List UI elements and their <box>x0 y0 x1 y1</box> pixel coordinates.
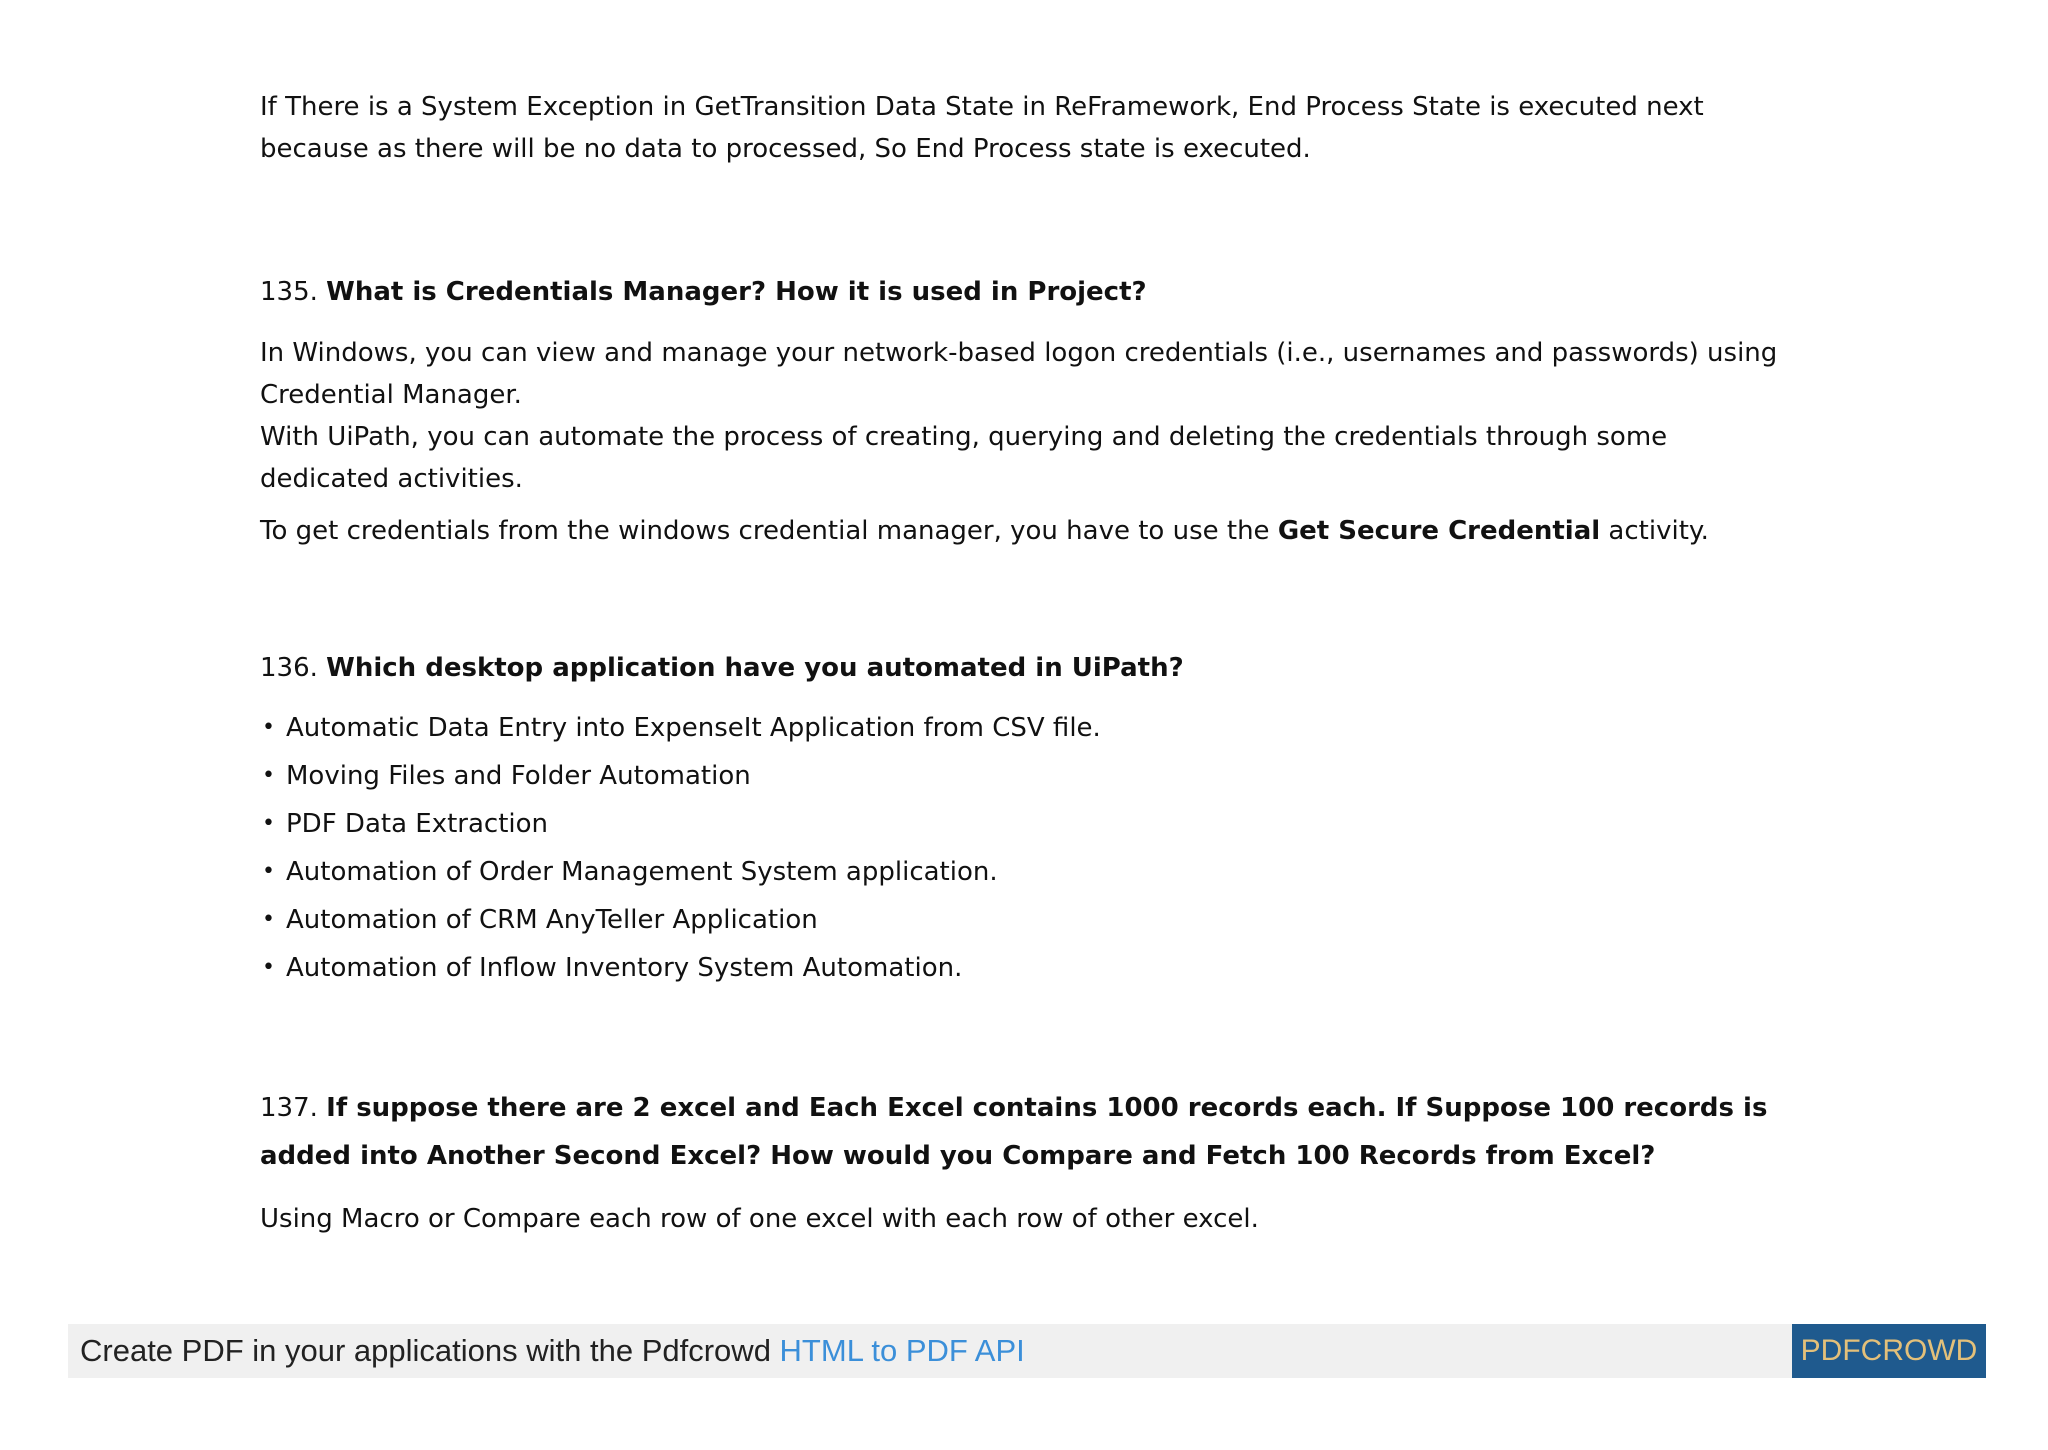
list-item: • Moving Files and Folder Automation <box>260 752 1800 800</box>
document-content <box>260 86 1800 1240</box>
bullet-icon: • <box>262 859 275 884</box>
question-number: 136. <box>260 653 318 683</box>
question-135 <box>260 268 1800 316</box>
bullet-icon: • <box>262 907 275 932</box>
activity-name: Get Secure Credential <box>1277 516 1601 546</box>
intro-paragraph: If There is a System Exception in GetTransition Data State in ReFramework, End Process State is executed next because as there will be no data to processed, So End Process state is executed. <box>260 92 1704 164</box>
html-to-pdf-api-link[interactable]: HTML to PDF API <box>779 1333 1025 1368</box>
bullet-icon: • <box>262 955 275 980</box>
answer-137: Using Macro or Compare each row of one excel with each row of other excel. <box>260 1204 1259 1234</box>
list-item: • PDF Data Extraction <box>260 800 1800 848</box>
question-number: 135. <box>260 277 318 307</box>
bullet-icon: • <box>262 715 275 740</box>
footer-text <box>80 1324 1025 1378</box>
answer-135-line-1: In Windows, you can view and manage your network-based logon credentials (i.e., usernames and passwords) using Credential Manager. <box>260 338 1778 410</box>
question-number: 137. <box>260 1093 318 1123</box>
question-137 <box>260 1084 1800 1180</box>
list-item: • Automation of Order Management System application. <box>260 848 1800 896</box>
text-segment: activity. <box>1600 516 1709 546</box>
list-item: • Automation of CRM AnyTeller Application <box>260 896 1800 944</box>
bullet-icon: • <box>262 763 275 788</box>
bullet-icon: • <box>262 811 275 836</box>
pdfcrowd-logo[interactable]: PDFCROWD <box>1792 1324 1986 1378</box>
text-segment: To get credentials from the windows credential manager, you have to use the <box>260 516 1278 546</box>
question-136 <box>260 644 1800 692</box>
question-text: Which desktop application have you automated in UiPath? <box>326 653 1184 683</box>
answer-135-line-2: With UiPath, you can automate the process of creating, querying and deleting the credentials through some dedicated activities. <box>260 422 1668 494</box>
application-list <box>260 704 1800 992</box>
question-text: What is Credentials Manager? How it is used in Project? <box>326 277 1147 307</box>
list-item: • Automation of Inflow Inventory System Automation. <box>260 944 1800 992</box>
question-text: If suppose there are 2 excel and Each Excel contains 1000 records each. If Suppose 100 records is added into Another Second Excel? How would you Compare and Fetch 100 Records from Excel? <box>260 1093 1768 1171</box>
list-item: • Automatic Data Entry into ExpenseIt Application from CSV file. <box>260 704 1800 752</box>
footer-label: Create PDF in your applications with the Pdfcrowd <box>80 1333 780 1368</box>
answer-135-paragraph-2 <box>260 510 1800 552</box>
pdfcrowd-footer <box>68 1324 1986 1378</box>
